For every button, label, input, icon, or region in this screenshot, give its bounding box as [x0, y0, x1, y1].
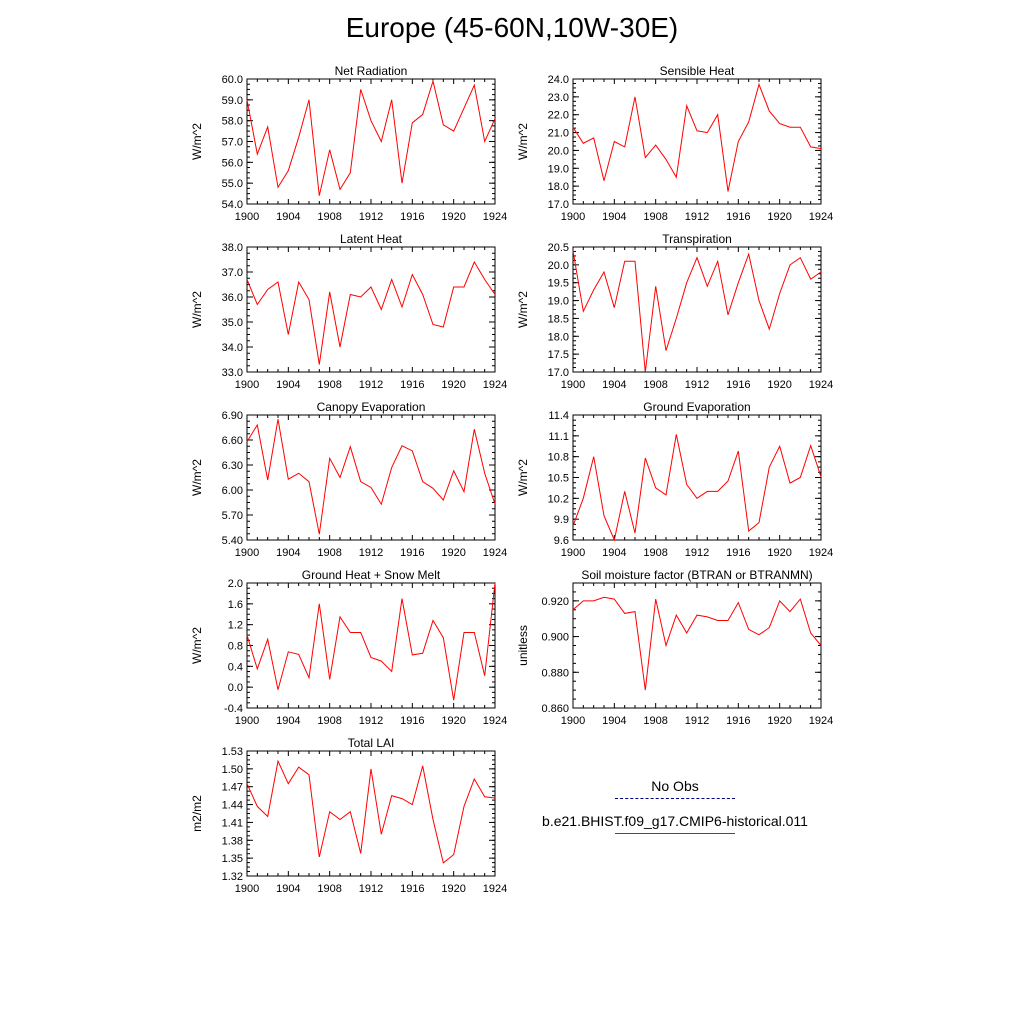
chart-panel-5	[516, 400, 833, 559]
x-tick-label: 1904	[602, 211, 627, 223]
y-tick-label: 1.35	[221, 853, 243, 866]
y-tick-label: 34.0	[221, 342, 243, 354]
y-tick-label: 0.8	[227, 640, 243, 653]
plot-frame	[573, 415, 821, 540]
page-title: Europe (45-60N,10W-30E)	[345, 12, 679, 43]
series-line	[247, 419, 495, 534]
x-tick-label: 1900	[234, 715, 260, 727]
y-tick-label: 1.38	[221, 835, 243, 848]
x-tick-label: 1908	[643, 547, 668, 559]
panel-title: Soil moisture factor (BTRAN or BTRANMN)	[581, 568, 813, 582]
x-tick-label: 1916	[400, 883, 425, 895]
y-tick-label: 20.0	[547, 145, 569, 158]
y-tick-label: 9.6	[553, 535, 569, 547]
x-tick-label: 1912	[358, 211, 384, 223]
x-tick-label: 1908	[317, 547, 342, 559]
y-tick-label: 58.0	[221, 115, 243, 128]
x-tick-label: 1916	[400, 379, 425, 391]
y-tick-label: 0.0	[227, 682, 243, 695]
x-tick-label: 1904	[276, 547, 301, 559]
x-tick-label: 1900	[560, 211, 586, 223]
x-tick-label: 1920	[441, 547, 466, 559]
y-tick-label: 38.0	[221, 242, 243, 254]
y-tick-label: 6.60	[221, 435, 243, 447]
x-tick-label: 1920	[767, 547, 792, 559]
y-axis-label: unitless	[516, 625, 530, 666]
y-tick-label: 5.70	[221, 510, 243, 522]
chart-panel-2	[190, 232, 507, 391]
y-axis-label: W/m^2	[190, 627, 204, 664]
x-tick-label: 1908	[317, 211, 342, 223]
plot-frame	[247, 247, 495, 372]
series-line	[573, 84, 821, 191]
x-tick-label: 1912	[684, 715, 710, 727]
y-tick-label: -0.4	[224, 703, 243, 715]
legend-model-label: b.e21.BHIST.f09_g17.CMIP6-historical.011	[542, 813, 808, 829]
chart-panel-8	[190, 736, 507, 895]
plot-frame	[247, 79, 495, 204]
x-tick-label: 1920	[441, 883, 466, 895]
plot-frame	[247, 415, 495, 540]
x-tick-label: 1924	[482, 379, 508, 391]
x-tick-label: 1908	[643, 715, 668, 727]
y-tick-label: 1.47	[221, 781, 243, 794]
y-tick-label: 22.0	[547, 109, 569, 122]
x-tick-label: 1916	[726, 715, 751, 727]
x-tick-label: 1916	[400, 211, 425, 223]
y-tick-label: 37.0	[221, 267, 243, 279]
x-tick-label: 1904	[602, 379, 627, 391]
x-tick-label: 1904	[276, 211, 301, 223]
chart-panel-6	[190, 568, 507, 727]
series-line	[573, 251, 821, 372]
y-tick-label: 9.9	[553, 514, 569, 527]
x-tick-label: 1912	[358, 547, 384, 559]
x-tick-label: 1924	[482, 547, 508, 559]
y-tick-label: 1.53	[221, 746, 243, 758]
legend-obs-swatch	[615, 798, 735, 799]
x-tick-label: 1920	[441, 211, 466, 223]
y-axis-label: W/m^2	[190, 459, 204, 496]
chart-panel-7	[516, 568, 833, 727]
y-tick-label: 20.5	[547, 242, 569, 254]
y-tick-label: 1.32	[221, 871, 243, 883]
y-tick-label: 10.5	[547, 472, 569, 485]
y-tick-label: 59.0	[221, 94, 243, 107]
x-tick-label: 1924	[808, 211, 834, 223]
x-tick-label: 1916	[726, 211, 751, 223]
x-tick-label: 1924	[482, 211, 508, 223]
x-tick-label: 1924	[482, 883, 508, 895]
x-tick-label: 1908	[317, 715, 342, 727]
series-line	[247, 761, 495, 863]
x-tick-label: 1900	[234, 211, 260, 223]
y-tick-label: 36.0	[221, 292, 243, 304]
y-tick-label: 17.0	[547, 367, 569, 379]
y-tick-label: 55.0	[221, 178, 243, 191]
y-tick-label: 18.0	[547, 331, 569, 344]
x-tick-label: 1912	[684, 211, 710, 223]
panel-title: Canopy Evaporation	[316, 400, 426, 414]
y-axis-label: W/m^2	[516, 123, 530, 160]
x-tick-label: 1904	[276, 715, 301, 727]
x-tick-label: 1904	[276, 379, 301, 391]
legend-model-swatch	[615, 833, 735, 834]
y-axis-label: W/m^2	[516, 459, 530, 496]
y-tick-label: 19.5	[547, 277, 569, 290]
x-tick-label: 1912	[358, 883, 384, 895]
y-tick-label: 19.0	[547, 163, 569, 176]
x-tick-label: 1900	[560, 379, 586, 391]
y-axis-label: m2/m2	[190, 795, 204, 832]
y-axis-label: W/m^2	[190, 123, 204, 160]
x-tick-label: 1924	[808, 547, 834, 559]
y-tick-label: 20.0	[547, 259, 569, 272]
panel-title: Ground Heat + Snow Melt	[301, 568, 441, 582]
panel-title: Transpiration	[662, 232, 732, 246]
plot-frame	[573, 247, 821, 372]
y-tick-label: 24.0	[547, 74, 569, 86]
chart-panel-1	[516, 64, 833, 223]
panel-title: Sensible Heat	[659, 64, 735, 78]
x-tick-label: 1908	[643, 211, 668, 223]
x-tick-label: 1900	[560, 715, 586, 727]
y-tick-label: 11.4	[548, 410, 569, 422]
y-tick-label: 1.50	[221, 763, 243, 776]
y-tick-label: 57.0	[221, 136, 243, 149]
x-tick-label: 1900	[234, 883, 260, 895]
legend	[520, 778, 830, 848]
x-tick-label: 1924	[808, 715, 834, 727]
y-tick-label: 10.2	[547, 493, 569, 506]
x-tick-label: 1924	[482, 715, 508, 727]
series-line	[247, 583, 495, 700]
x-tick-label: 1900	[560, 547, 586, 559]
y-tick-label: 17.0	[547, 199, 569, 211]
x-tick-label: 1920	[767, 715, 792, 727]
x-tick-label: 1908	[317, 883, 342, 895]
x-tick-label: 1920	[441, 379, 466, 391]
panel-title: Latent Heat	[339, 232, 403, 246]
y-tick-label: 6.90	[221, 410, 243, 422]
x-tick-label: 1920	[441, 715, 466, 727]
y-tick-label: 11.1	[548, 430, 569, 443]
y-tick-label: 0.4	[227, 661, 243, 674]
y-tick-label: 0.900	[541, 631, 569, 644]
x-tick-label: 1920	[767, 211, 792, 223]
x-tick-label: 1904	[276, 883, 301, 895]
y-tick-label: 56.0	[221, 157, 243, 170]
panel-title: Total LAI	[347, 736, 395, 750]
panel-title: Ground Evaporation	[643, 400, 751, 414]
y-tick-label: 5.40	[221, 535, 243, 547]
series-line	[247, 81, 495, 196]
y-tick-label: 1.6	[227, 598, 243, 611]
x-tick-label: 1904	[602, 715, 627, 727]
series-line	[573, 434, 821, 540]
y-tick-label: 0.920	[541, 595, 569, 608]
series-line	[247, 262, 495, 365]
y-tick-label: 6.30	[221, 460, 243, 472]
y-tick-label: 0.860	[541, 703, 569, 715]
x-tick-label: 1900	[234, 379, 260, 391]
x-tick-label: 1920	[767, 379, 792, 391]
chart-panel-0	[190, 64, 507, 223]
y-tick-label: 17.5	[547, 349, 569, 362]
y-tick-label: 1.44	[221, 799, 243, 812]
y-axis-label: W/m^2	[516, 291, 530, 328]
x-tick-label: 1916	[400, 715, 425, 727]
x-tick-label: 1912	[358, 715, 384, 727]
y-tick-label: 35.0	[221, 317, 243, 329]
panel-title: Net Radiation	[334, 64, 408, 78]
y-tick-label: 23.0	[547, 91, 569, 104]
plot-frame	[573, 79, 821, 204]
y-tick-label: 2.0	[227, 578, 243, 590]
x-tick-label: 1904	[602, 547, 627, 559]
x-tick-label: 1900	[234, 547, 260, 559]
y-tick-label: 19.0	[547, 295, 569, 308]
x-tick-label: 1916	[400, 547, 425, 559]
legend-obs-label: No Obs	[651, 778, 699, 794]
x-tick-label: 1908	[317, 379, 342, 391]
y-tick-label: 60.0	[221, 74, 243, 86]
x-tick-label: 1924	[808, 379, 834, 391]
y-tick-label: 10.8	[547, 451, 569, 464]
y-tick-label: 33.0	[221, 367, 243, 379]
x-tick-label: 1912	[358, 379, 384, 391]
chart-panel-3	[516, 232, 833, 391]
y-tick-label: 18.0	[547, 181, 569, 194]
y-tick-label: 54.0	[221, 199, 243, 211]
x-tick-label: 1912	[684, 379, 710, 391]
y-tick-label: 1.2	[227, 619, 243, 632]
series-line	[573, 597, 821, 690]
y-tick-label: 0.880	[541, 667, 569, 680]
y-axis-label: W/m^2	[190, 291, 204, 328]
y-tick-label: 21.0	[547, 127, 569, 140]
x-tick-label: 1916	[726, 547, 751, 559]
y-tick-label: 6.00	[221, 485, 243, 497]
chart-panel-4	[190, 400, 507, 559]
y-tick-label: 1.41	[221, 817, 243, 830]
x-tick-label: 1916	[726, 379, 751, 391]
plot-frame	[247, 583, 495, 708]
y-tick-label: 18.5	[547, 313, 569, 326]
x-tick-label: 1908	[643, 379, 668, 391]
x-tick-label: 1912	[684, 547, 710, 559]
plot-frame	[573, 583, 821, 708]
